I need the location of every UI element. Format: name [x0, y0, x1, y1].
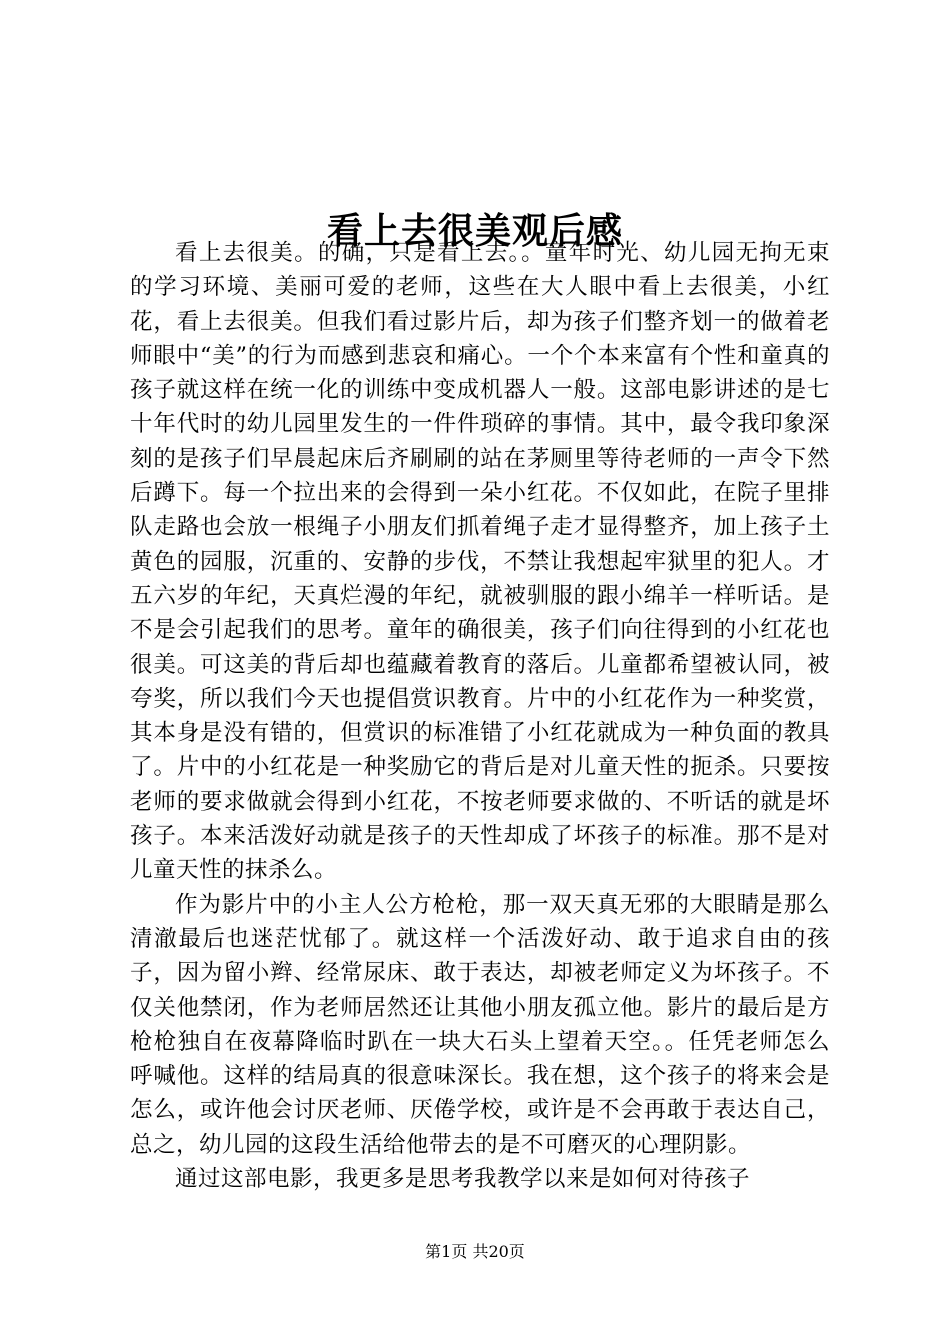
document-body: [130, 236, 830, 1196]
document-title: 看上去很美观后感: [326, 210, 623, 253]
paragraph-2: 作为影片中的小主人公方枪枪，那一双天真无邪的大眼睛是那么清澈最后也迷茫忧郁了。就这样一个活泼好动、敢于追求自由的孩子，因为留小辫、经常尿床、敢于表达，却被老师定义为坏孩子。不仅关他禁闭，作为老师居然还让其他小朋友孤立他。影片的最后是方枪枪独自在夜幕降临时趴在一块大石头上望着天空。。任凭老师怎么呼喊他。这样的结局真的很意味深长。我在想，这个孩子的将来会是怎么，或许他会讨厌老师、厌倦学校，或许是不会再敢于表达自己，总之，幼儿园的这段生活给他带去的是不可磨灭的心理阴影。: [130, 891, 830, 1158]
paragraph-3: 通过这部电影，我更多是思考我教学以来是如何对待孩子: [175, 1166, 751, 1193]
paragraph-1: 看上去很美。的确，只是看上去。。童年时光、幼儿园无拘无束的学习环境、美丽可爱的老师，这些在大人眼中看上去很美，小红花，看上去很美。但我们看过影片后，却为孩子们整齐划一的做着老师眼中“美”的行为而感到悲哀和痛心。一个个本来富有个性和童真的孩子就这样在统一化的训练中变成机器人一般。这部电影讲述的是七十年代时的幼儿园里发生的一件件琐碎的事情。其中，最令我印象深刻的是孩子们早晨起床后齐刷刷的站在茅厕里等待老师的一声令下然后蹲下。每一个拉出来的会得到一朵小红花。不仅如此，在院子里排队走路也会放一根绳子小朋友们抓着绳子走才显得整齐，加上孩子土黄色的园服，沉重的、安静的步伐，不禁让我想起牢狱里的犯人。才五六岁的年纪，天真烂漫的年纪，就被驯服的跟小绵羊一样听话。是不是会引起我们的思考。童年的确很美，孩子们向往得到的小红花也很美。可这美的背后却也蕴藏着教育的落后。儿童都希望被认同，被夸奖，所以我们今天也提倡赏识教育。片中的小红花作为一种奖赏，其本身是没有错的，但赏识的标准错了小红花就成为一种负面的教具了。片中的小红花是一种奖励它的背后是对儿童天性的扼杀。只要按老师的要求做就会得到小红花，不按老师要求做的、不听话的就是坏孩子。本来活泼好动就是孩子的天性却成了坏孩子的标准。那不是对儿童天性的抹杀么。: [130, 240, 830, 884]
page-footer: 第1页 共20页: [425, 1242, 525, 1261]
